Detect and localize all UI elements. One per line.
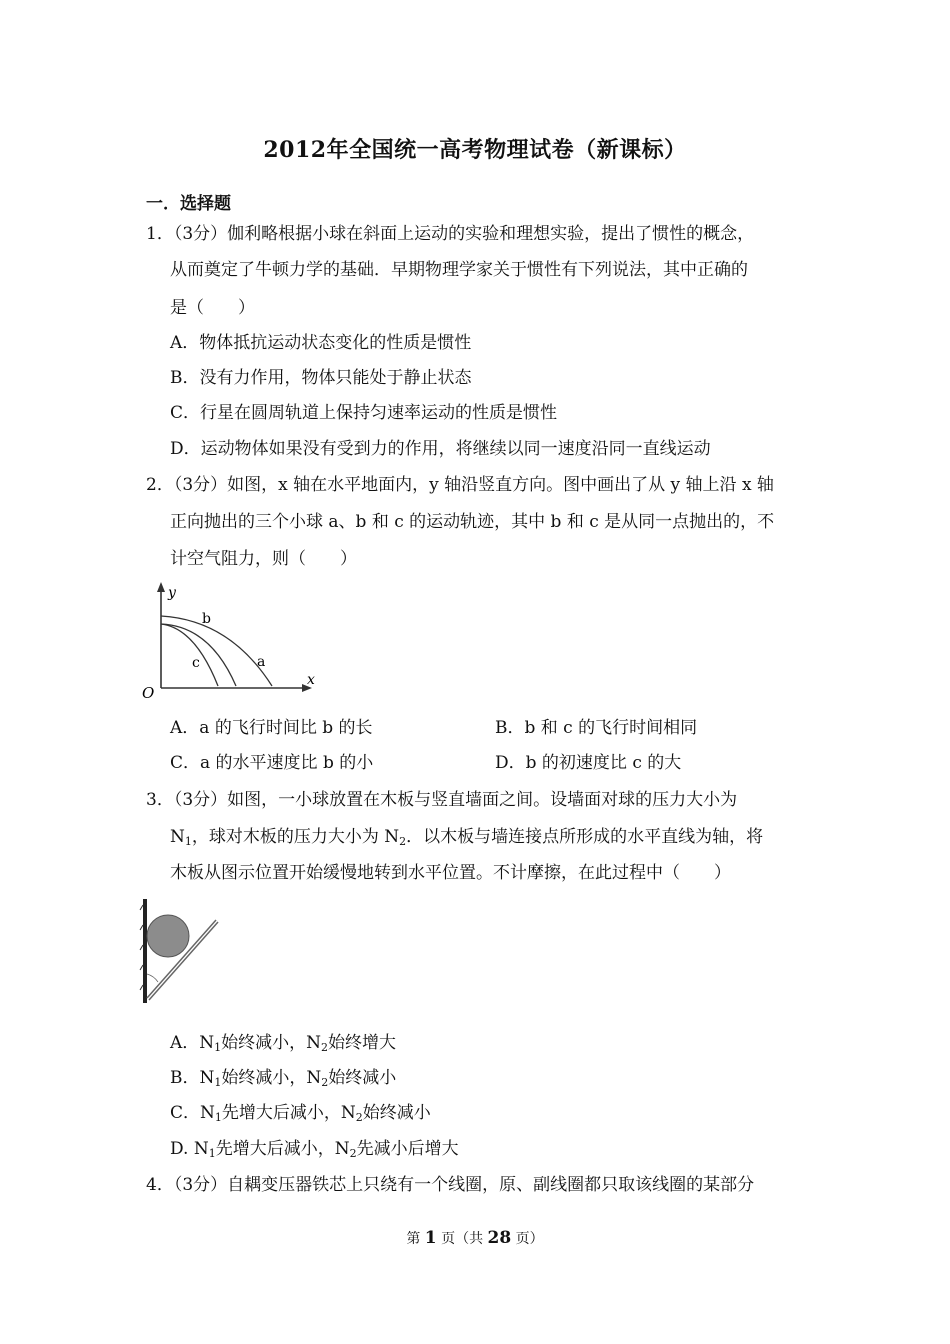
q1-option-c: C．行星在圆周轨道上保持匀速率运动的性质是惯性: [170, 403, 558, 423]
q2-option-d: D．b 的初速度比 c 的大: [495, 753, 682, 773]
wall-hatch: [140, 905, 143, 910]
q1-option-a: A．物体抵抗运动状态变化的性质是惯性: [170, 333, 472, 353]
wall: [143, 899, 147, 1003]
q2-line-2: 正向抛出的三个小球 a、b 和 c 的运动轨迹，其中 b 和 c 是从同一点抛出的，不: [170, 512, 775, 532]
q1-option-b: B．没有力作用，物体只能处于静止状态: [170, 368, 472, 388]
q1-line-1: 1．（3分）伽利略根据小球在斜面上运动的实验和理想实验，提出了惯性的概念，: [146, 224, 755, 244]
y-axis-arrow: [157, 582, 165, 592]
q2-line-3: 计空气阻力，则（ ）: [170, 549, 357, 569]
angle-mark: [147, 974, 158, 982]
curve-label-b: b: [202, 611, 211, 627]
q2-line-1: 2．（3分）如图，x 轴在水平地面内，y 轴沿竖直方向。图中画出了从 y 轴上沿 x 轴: [146, 475, 774, 495]
q3-line-2: $N_1$，球对木板的压力大小为 $N_2$．以木板与墙连接点所形成的水平直线为轴，将: [170, 827, 764, 848]
q3-option-c: C．$N_1$先增大后减小，$N_2$始终减小: [170, 1103, 431, 1124]
curve-label-a: a: [257, 654, 266, 670]
page-footer: 第 1 页（共 28 页）: [406, 1228, 544, 1248]
page-number: 1: [424, 1228, 437, 1248]
q3-option-d: D. $N_1$先增大后减小，$N_2$先减小后增大: [170, 1139, 459, 1160]
page-title: 2012年全国统一高考物理试卷（新课标）: [263, 137, 687, 163]
y-axis-label: y: [168, 585, 176, 601]
q4-line-1: 4．（3分）自耦变压器铁芯上只绕有一个线圈，原、副线圈都只取该线圈的某部分: [146, 1175, 755, 1195]
ball: [147, 915, 189, 957]
trajectory-c: [161, 624, 218, 686]
curve-label-c: c: [192, 655, 200, 671]
q2-option-a: A．a 的飞行时间比 b 的长: [170, 718, 373, 738]
q2-option-c: C．a 的水平速度比 b 的小: [170, 753, 374, 773]
x-axis-label: x: [307, 672, 315, 688]
page-total: 28: [487, 1228, 512, 1248]
q3-option-b: B．$N_1$始终减小，$N_2$始终减小: [170, 1068, 397, 1089]
q1-line-2: 从而奠定了牛顿力学的基础．早期物理学家关于惯性有下列说法，其中正确的: [170, 260, 748, 280]
q2-option-b: B．b 和 c 的飞行时间相同: [495, 718, 698, 738]
q3-line-1: 3．（3分）如图，一小球放置在木板与竖直墙面之间。设墙面对球的压力大小为: [146, 790, 738, 810]
origin-label: O: [142, 684, 155, 700]
q1-option-d: D．运动物体如果没有受到力的作用，将继续以同一速度沿同一直线运动: [170, 439, 711, 459]
section-heading: 一．选择题: [146, 194, 231, 214]
q1-line-3: 是（ ）: [170, 298, 255, 318]
ball-board-figure: [138, 896, 228, 1008]
trajectory-figure: [140, 580, 325, 700]
q3-line-3: 木板从图示位置开始缓慢地转到水平位置。不计摩擦，在此过程中（ ）: [170, 863, 731, 883]
q3-option-a: A．$N_1$始终减小，$N_2$始终增大: [170, 1033, 397, 1054]
